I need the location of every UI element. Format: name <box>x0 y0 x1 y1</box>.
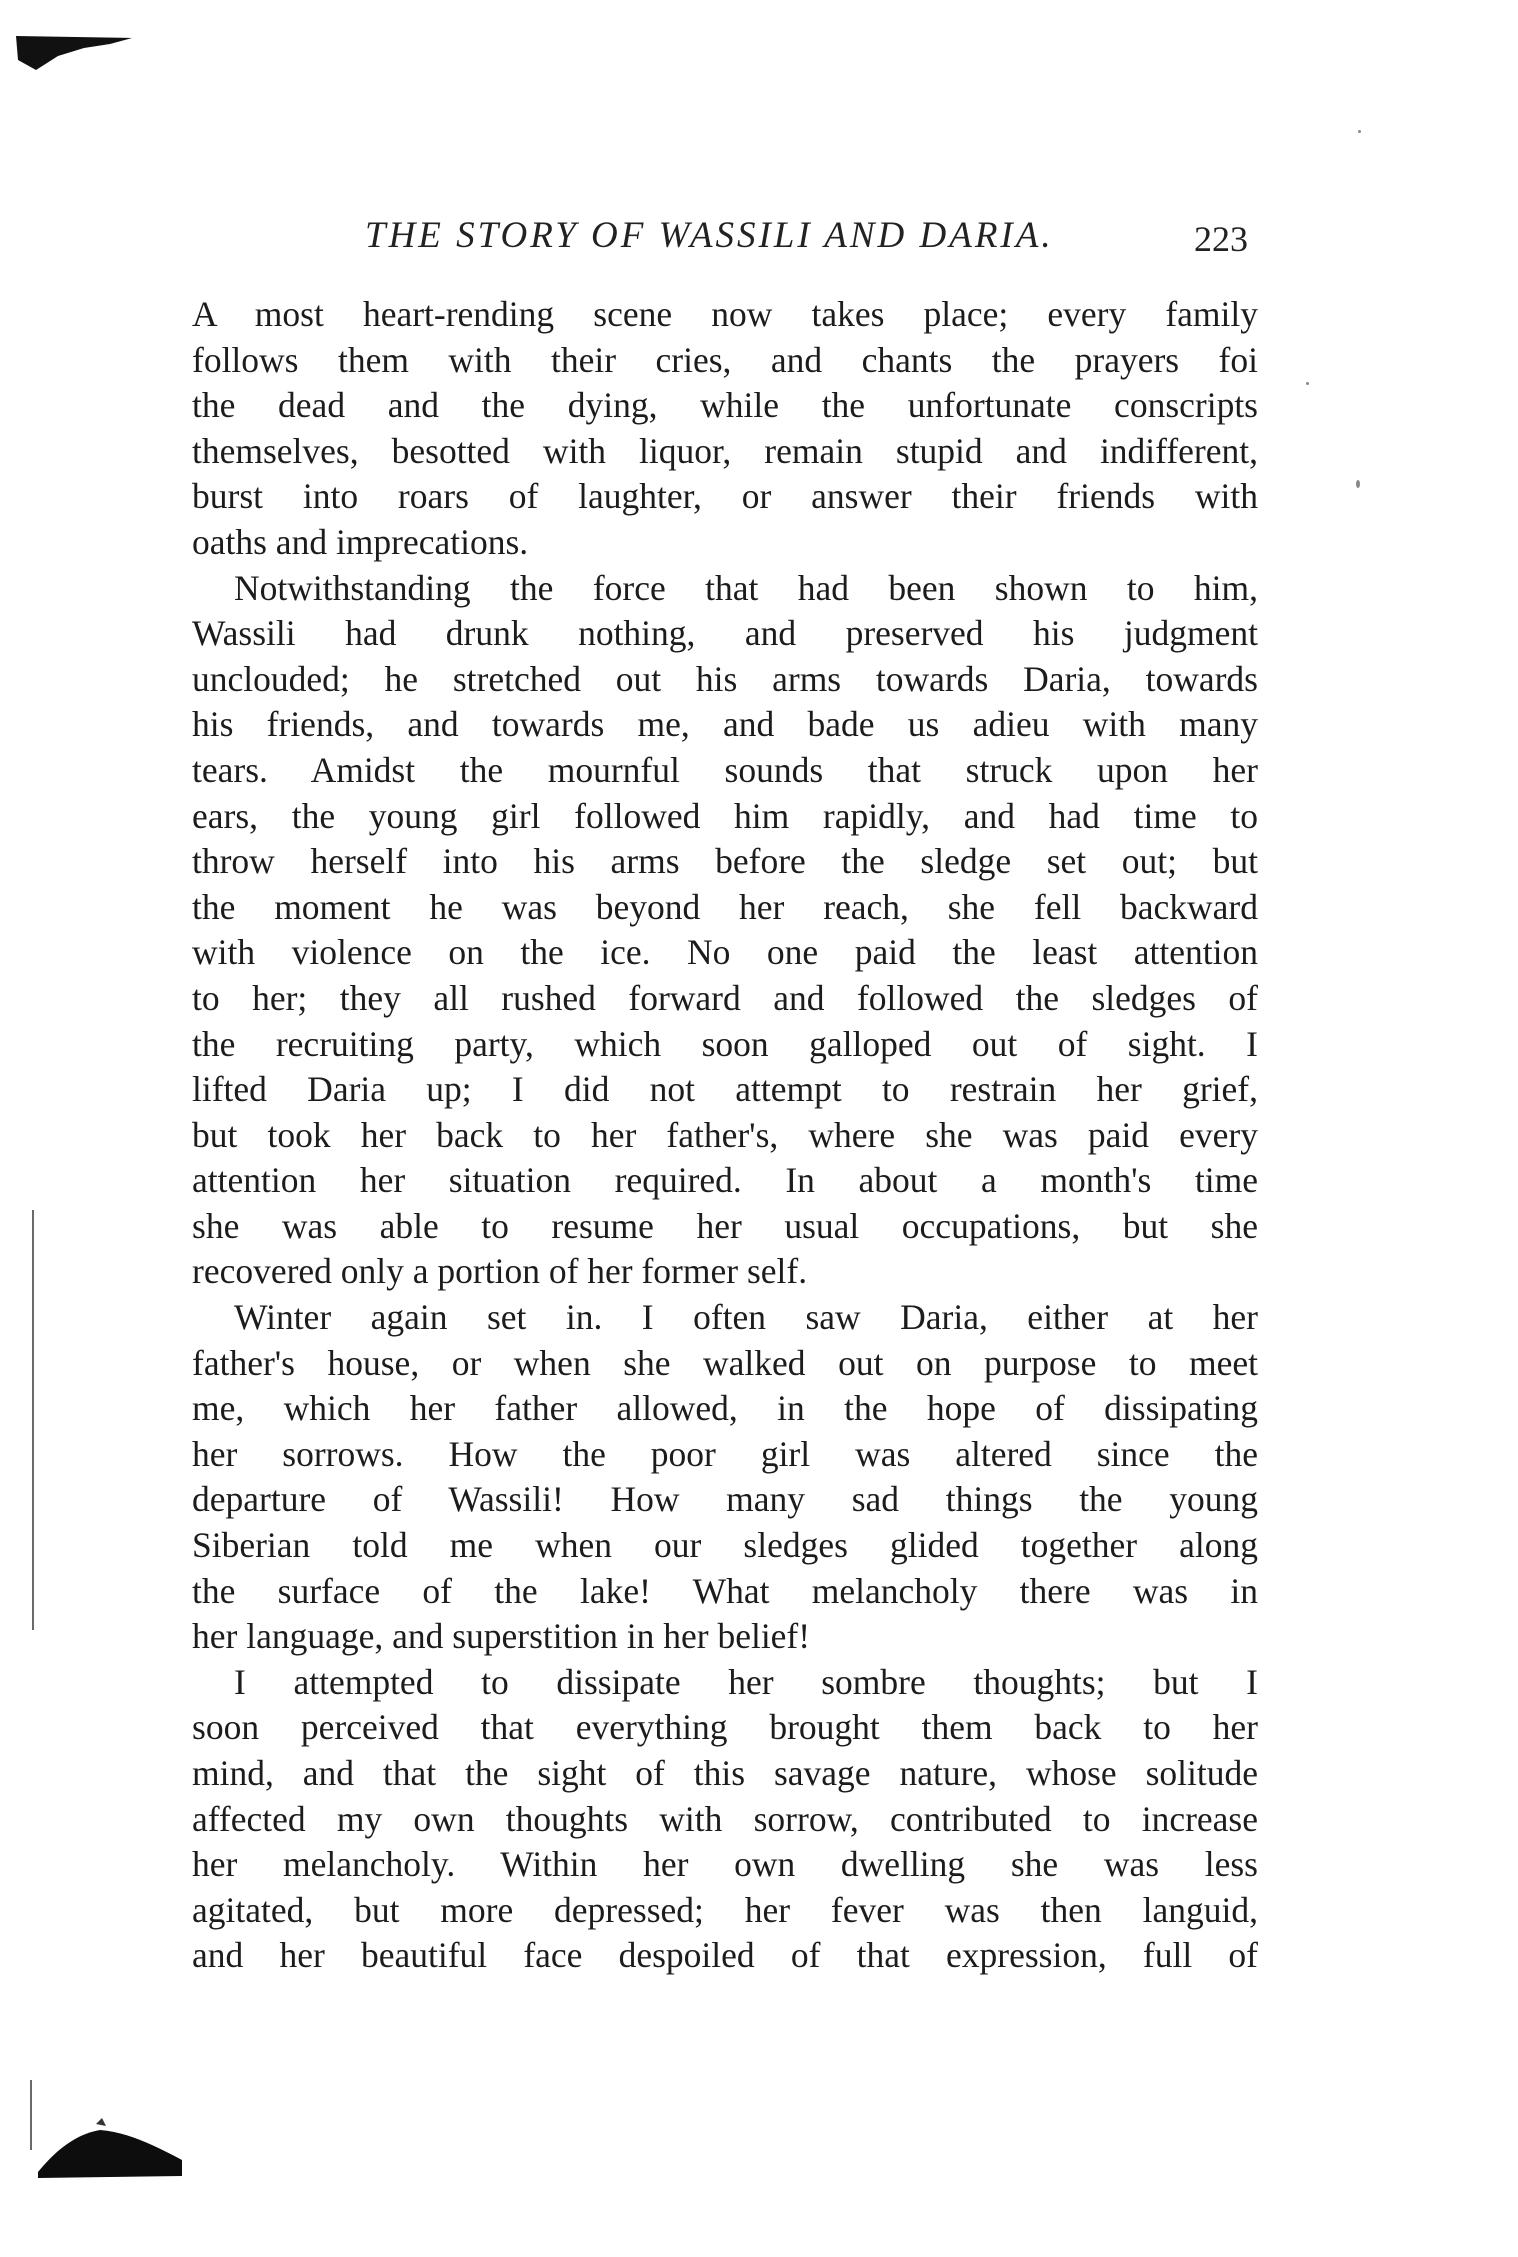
text-line: burst into roars of laughter, or answer their friends with <box>192 476 1258 517</box>
text-line: and her beautiful face despoiled of that expression, full of <box>192 1935 1258 1976</box>
text-line: recovered only a portion of her former self. <box>192 1251 808 1292</box>
text-line: her sorrows. How the poor girl was altered since the <box>192 1433 1258 1474</box>
scan-speck <box>1356 480 1360 488</box>
text-line: affected my own thoughts with sorrow, contributed to increase <box>192 1798 1258 1839</box>
text-line: his friends, and towards me, and bade us adieu with many <box>192 704 1258 745</box>
text-line: Winter again set in. I often saw Daria, either at her <box>234 1297 1258 1338</box>
text-line: throw herself into his arms before the sledge set out; but <box>192 841 1258 882</box>
text-line: father's house, or when she walked out on purpose to meet <box>192 1342 1258 1383</box>
text-line: to her; they all rushed forward and followed the sledges of <box>192 977 1258 1018</box>
text-line: her melancholy. Within her own dwelling she was less <box>192 1844 1258 1885</box>
text-line: the dead and the dying, while the unfortunate conscripts <box>192 385 1258 426</box>
text-line: departure of Wassili! How many sad things the young <box>192 1479 1258 1520</box>
text-line: the surface of the lake! What melancholy there was in <box>192 1570 1258 1611</box>
margin-rule <box>32 1210 34 1630</box>
text-line: her language, and superstition in her belief! <box>192 1616 811 1657</box>
text-line: ears, the young girl followed him rapidly, and had time to <box>192 795 1258 836</box>
text-line: she was able to resume her usual occupations, but she <box>192 1205 1258 1246</box>
text-line: the moment he was beyond her reach, she fell backward <box>192 886 1258 927</box>
text-line: with violence on the ice. No one paid the least attention <box>192 932 1258 973</box>
scan-speck <box>1306 382 1309 385</box>
text-line: themselves, besotted with liquor, remain stupid and indifferent, <box>192 430 1258 471</box>
text-line: oaths and imprecations. <box>192 521 529 562</box>
text-line: agitated, but more depressed; her fever was then languid, <box>192 1889 1258 1930</box>
running-head <box>190 214 1260 264</box>
margin-rule <box>30 2080 32 2150</box>
text-line: Wassili had drunk nothing, and preserved his judgment <box>192 613 1258 654</box>
text-line: follows them with their cries, and chants the prayers foi <box>192 339 1258 380</box>
text-line: the recruiting party, which soon galloped out of sight. I <box>192 1023 1258 1064</box>
text-line: lifted Daria up; I did not attempt to restrain her grief, <box>192 1069 1258 1110</box>
running-title: THE STORY OF WASSILI AND DARIA. <box>365 215 1054 256</box>
text-line: Siberian told me when our sledges glided together along <box>192 1525 1258 1566</box>
scan-corner-artifact-top <box>14 30 134 74</box>
text-line: Notwithstanding the force that had been shown to him, <box>234 567 1258 608</box>
text-line: mind, and that the sight of this savage nature, whose solitude <box>192 1753 1258 1793</box>
text-line: attention her situation required. In about a month's time <box>192 1160 1258 1201</box>
text-line: I attempted to dissipate her sombre thoughts; but I <box>234 1661 1258 1702</box>
text-line: tears. Amidst the mournful sounds that struck upon her <box>192 749 1258 790</box>
text-line: but took her back to her father's, where she was paid every <box>192 1114 1258 1155</box>
text-line: A most heart-rending scene now takes place; every family <box>192 294 1258 334</box>
scan-corner-artifact-bottom <box>36 2110 186 2180</box>
scan-speck <box>1358 130 1361 133</box>
text-line: soon perceived that everything brought them back to her <box>192 1707 1258 1748</box>
text-line: unclouded; he stretched out his arms towards Daria, towards <box>192 658 1258 699</box>
page-number: 223 <box>1194 219 1248 259</box>
body-text <box>192 292 1258 1979</box>
text-line: me, which her father allowed, in the hope of dissipating <box>192 1388 1258 1429</box>
